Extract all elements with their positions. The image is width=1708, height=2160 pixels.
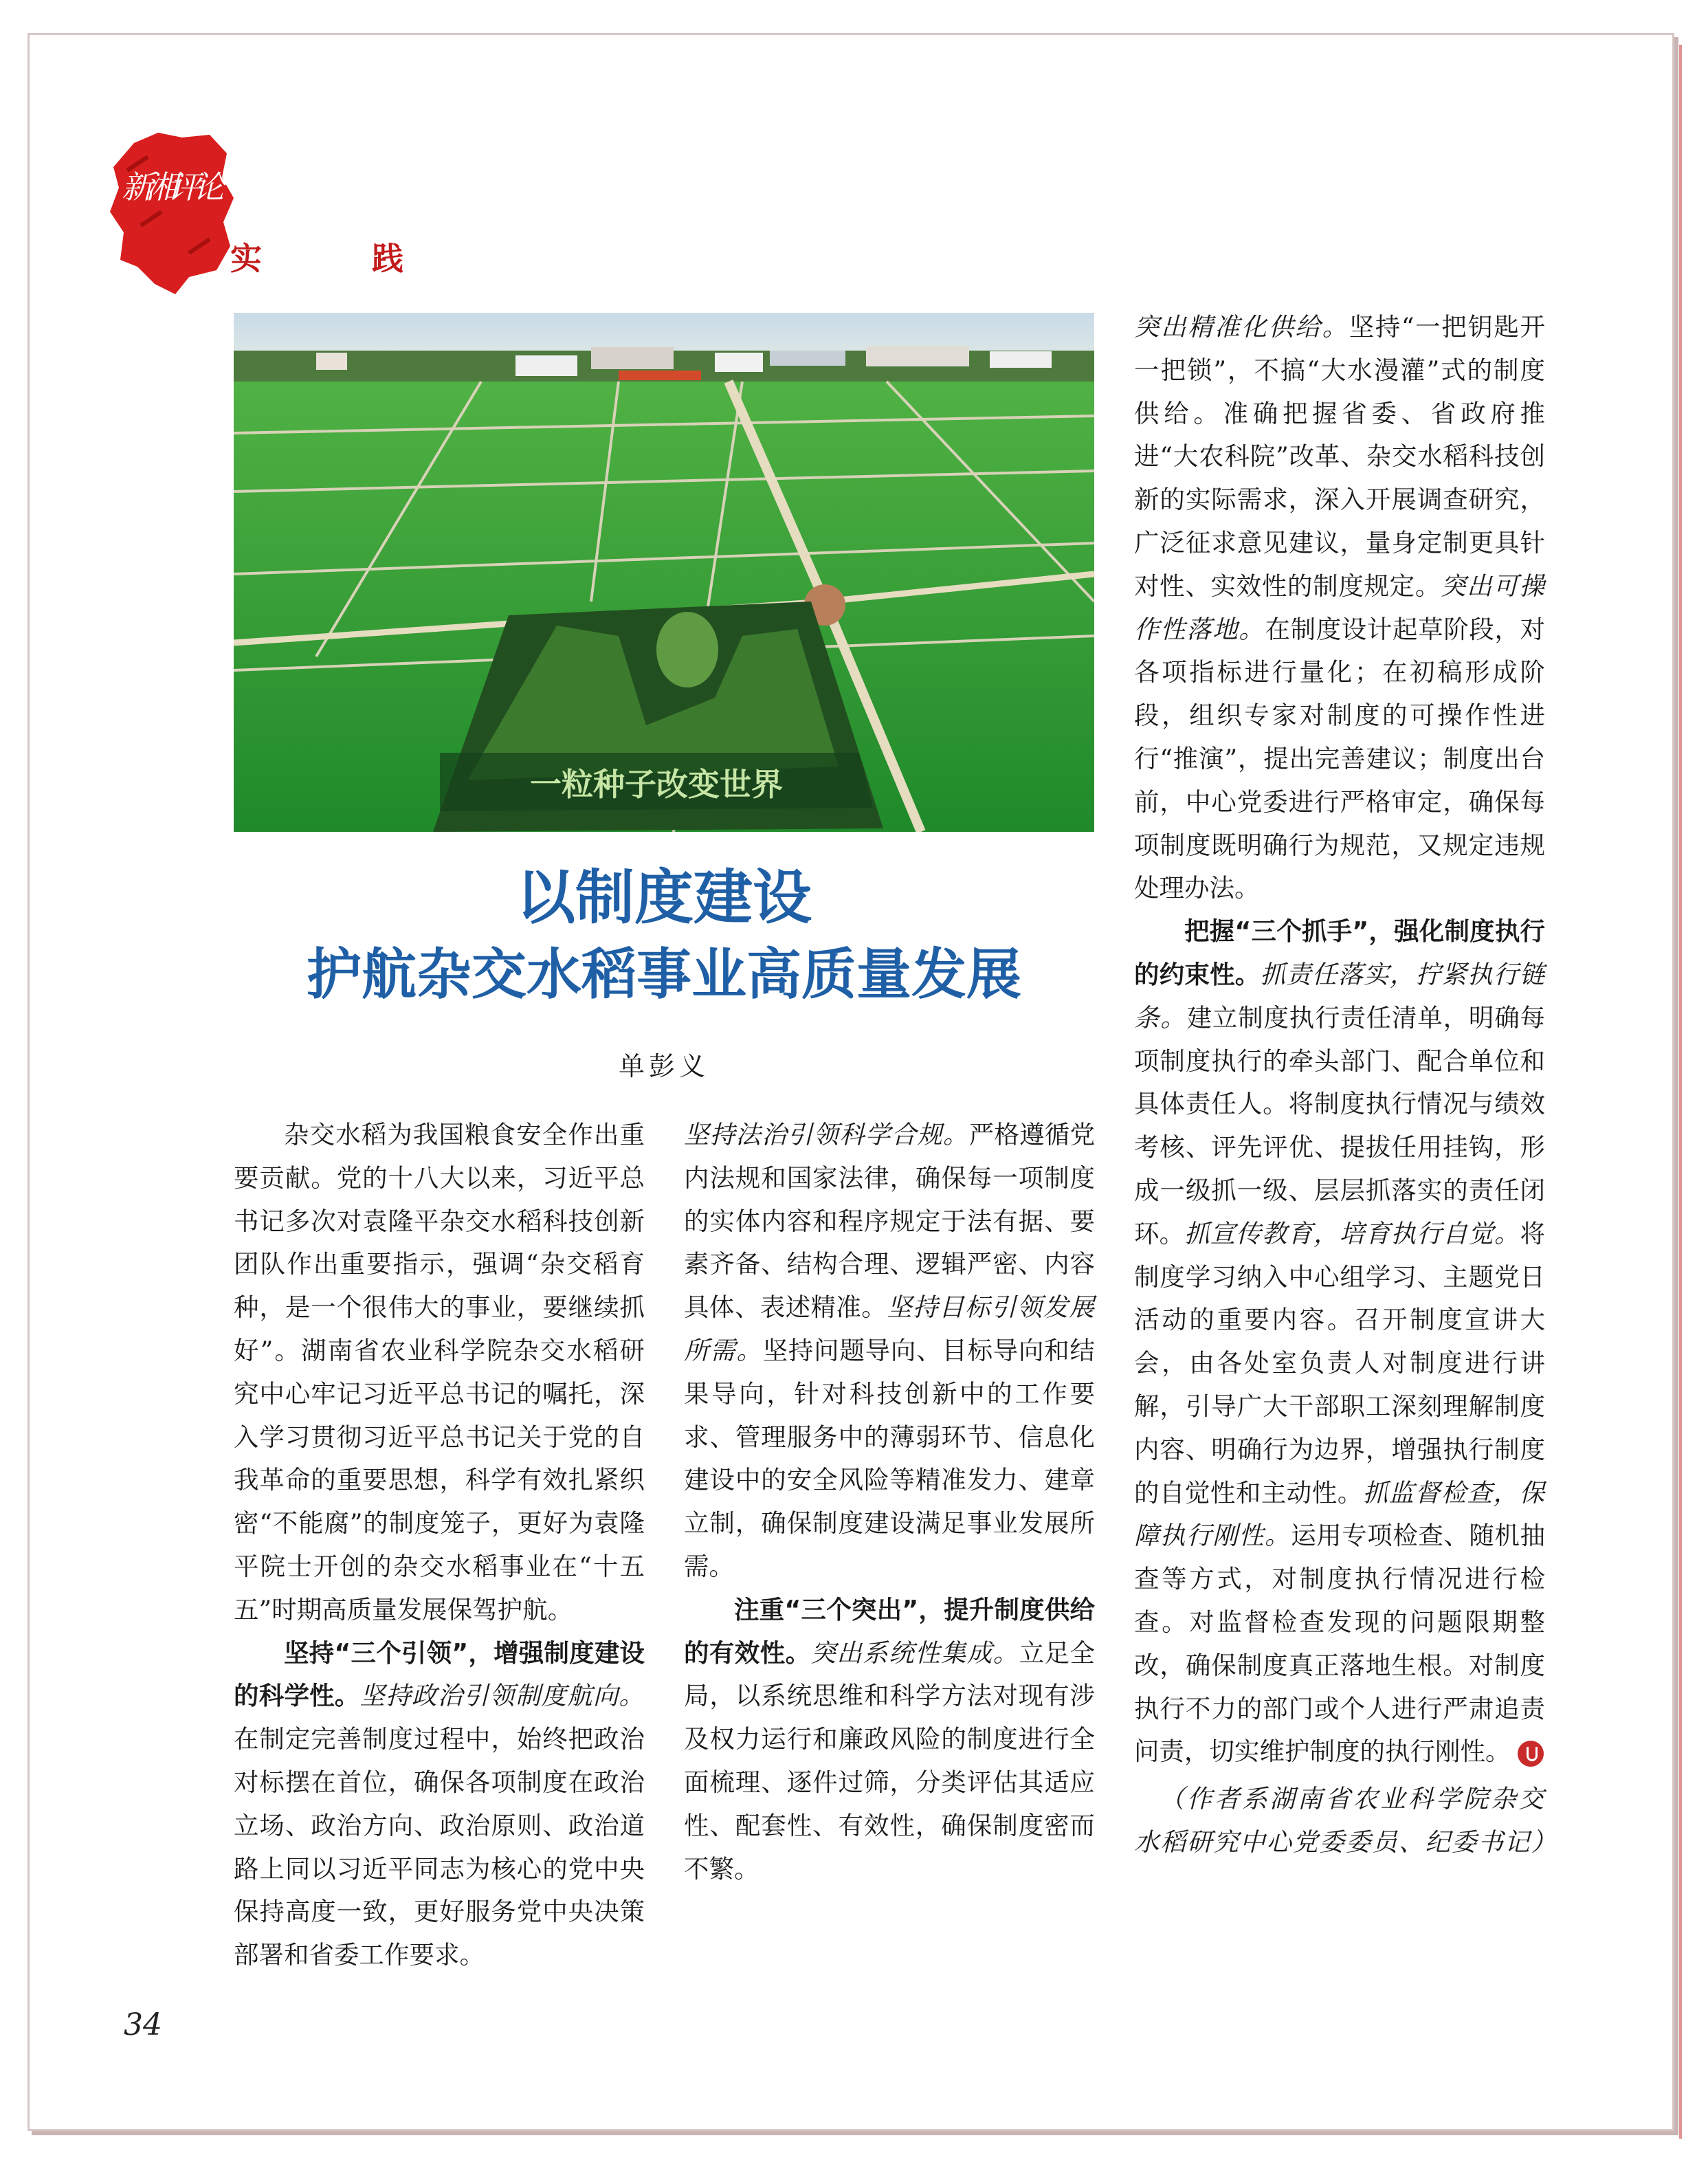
section-3-point-1: 抓责任落实，拧紧执行链条。: [1134, 959, 1545, 1033]
section-1-heading: 坚持“三个引领”，增强制度建设的科学性。: [234, 1638, 645, 1711]
section-3-heading: 把握“三个抓手”，强化制度执行的约束性。: [1134, 916, 1545, 989]
section-2-text-1: 立足全局，以系统思维和科学方法对现有涉及权力运行和廉政风险的制度进行全面梳理、逐件过筛，分类评估其适应性、配套性、有效性，确保制度密而不繁。: [684, 1638, 1096, 1884]
section-3-paragraph: [1134, 910, 1545, 1774]
rice-field-photo: [234, 313, 1094, 832]
column-1: [234, 1114, 645, 1977]
column-2: [684, 1114, 1095, 1891]
logo-text: 新湘评论: [122, 168, 225, 206]
section-2-paragraph: [684, 1589, 1095, 1891]
section-2-text-3: 在制度设计起草阶段，对各项指标进行量化；在初稿形成阶段，组织专家对制度的可操作性进行“推演”，提出完善建议；制度出台前，中心党委进行严格审定，确保每项制度既明确行为规范，又规定违规处理办法。: [1134, 614, 1545, 903]
magazine-logo-icon: [107, 129, 237, 298]
column-3: [1134, 306, 1557, 1864]
section-2-continued: [1134, 306, 1545, 910]
title-line-2: 护航杂交水稻事业高质量发展: [307, 943, 1021, 1006]
article-end-icon: [1518, 1741, 1544, 1767]
section-2-point-2: 突出精准化供给。: [1134, 312, 1349, 342]
section-1-text-1: 在制定完善制度过程中，始终把政治对标摆在首位，确保各项制度在政治立场、政治方向、政治原则、政治道路上同以习近平同志为核心的党中央保持高度一致，更好服务党中央决策部署和省委工作要求。: [234, 1724, 645, 1970]
title-line-1: 以制度建设: [516, 863, 812, 932]
section-label: 实 践: [230, 240, 454, 277]
field-art-text: 一粒种子改变世界: [530, 766, 783, 803]
author-note: （作者系湖南省农业科学院杂交水稻研究中心党委委员、纪委书记）: [1134, 1784, 1557, 1857]
author-name: 单彭义: [618, 1051, 709, 1081]
section-3-point-3: 抓监督检查，保障执行刚性。: [1134, 1477, 1546, 1551]
section-3-point-2: 抓宣传教育，培育执行自觉。: [1184, 1218, 1520, 1248]
section-2-point-1: 突出系统性集成。: [810, 1638, 1019, 1668]
page-number: 34: [124, 2007, 162, 2042]
section-2-heading: 注重“三个突出”，提升制度供给的有效性。: [684, 1594, 1095, 1668]
section-1-paragraph: [234, 1632, 645, 1977]
section-1-text-2: 严格遵循党内法规和国家法律，确保每一项制度的实体内容和程序规定于法有据、要素齐备、结构合理、逻辑严密、内容具体、表述精准。: [684, 1120, 1096, 1323]
section-2-point-3: 突出可操作性落地。: [1134, 571, 1546, 644]
section-3-text-2: 将制度学习纳入中心组学习、主题党日活动的重要内容。召开制度宣讲大会，由各处室负责人对制度进行讲解，引导广大干部职工深刻理解制度内容、明确行为边界，增强执行制度的自觉性和主动性。: [1134, 1218, 1546, 1508]
section-2-text-2: 坚持“一把钥匙开一把锁”，不搞“大水漫灌”式的制度供给。准确把握省委、省政府推进“大农科院”改革、杂交水稻科技创新的实际需求，深入开展调查研究，广泛征求意见建议，量身定制更具针对性、实效性的制度规定。: [1134, 312, 1545, 601]
section-1-text-3: 坚持问题导向、目标导向和结果导向，针对科技创新中的工作要求、管理服务中的薄弱环节、信息化建设中的安全风险等精准发力、建章立制，确保制度建设满足事业发展所需。: [684, 1335, 1096, 1581]
section-3-text-3: 运用专项检查、随机抽查等方式，对制度执行情况进行检查。对监督检查发现的问题限期整改，确保制度真正落地生根。对制度执行不力的部门或个人进行严肃追责问责，切实维护制度的执行刚性。: [1134, 1521, 1546, 1767]
section-1-point-2: 坚持法治引领科学合规。: [684, 1120, 969, 1149]
section-1-point-3: 坚持目标引领发展所需。: [684, 1292, 1096, 1365]
section-3-text-1: 建立制度执行责任清单，明确每项制度执行的牵头部门、配合单位和具体责任人。将制度执行情况与绩效考核、评先评优、提拔任用挂钩，形成一级抓一级、层层抓落实的责任闭环。: [1134, 1002, 1546, 1248]
article-title: [234, 859, 1094, 1013]
intro-paragraph: 杂交水稻为我国粮食安全作出重要贡献。党的十八大以来，习近平总书记多次对袁隆平杂交水稻科技创新团队作出重要指示，强调“杂交稻育种，是一个很伟大的事业，要继续抓好”。湖南省农业科学院杂交水稻研究中心牢记习近平总书记的嘱托，深入学习贯彻习近平总书记关于党的自我革命的重要思想，科学有效扎紧织密“不能腐”的制度笼子，更好为袁隆平院士开创的杂交水稻事业在“十五五”时期高质量发展保驾护航。: [234, 1120, 645, 1624]
section-1-point-1: 坚持政治引领制度航向。: [359, 1681, 645, 1711]
section-1-continued: [684, 1114, 1095, 1589]
